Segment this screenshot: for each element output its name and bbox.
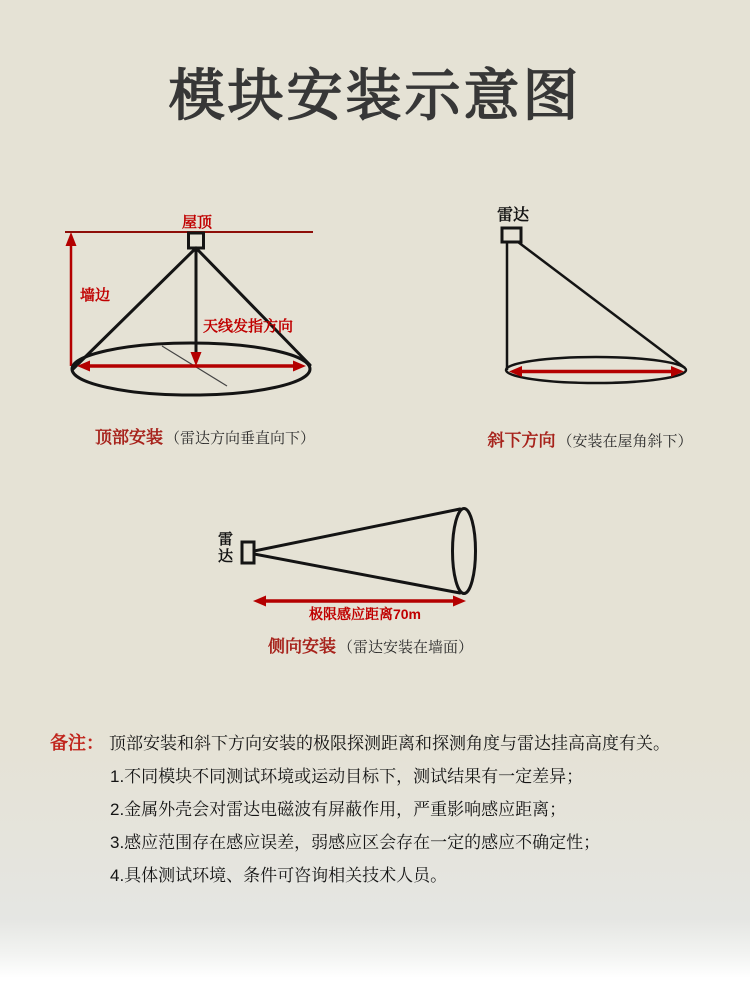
note-item: 4.具体测试环境、条件可咨询相关技术人员。 [110,866,448,885]
top-mount-diagram [55,203,325,458]
page-title: 模块安装示意图 [168,64,582,127]
side-mount-diagram [208,498,510,630]
cone-left-line [73,248,196,369]
cone-diagonal-line [518,242,685,368]
caption-note: （雷达安装在墙面） [337,639,473,656]
cone-upper-line [254,509,460,551]
radar-rect [242,542,254,563]
notes-list [50,760,722,892]
notes-label: 备注： [50,733,104,753]
radar-rect [502,228,521,242]
cone-lower-line [254,554,460,593]
wall-label: 墙边 [80,287,111,304]
range-arrow-left-icon [253,596,266,607]
note-item: 1.不同模块不同测试环境或运动目标下，测试结果有一定差异； [110,767,584,786]
tilt-mount-caption [455,426,725,451]
coverage-ellipse [453,509,476,594]
range-arrow-right-icon [453,596,466,607]
caption-note: （安装在屋角斜下） [557,433,693,450]
wall-arrow-up-icon [66,232,77,246]
caption-title: 斜下方向 [487,431,556,450]
antenna-label: 天线发指方向 [203,318,294,335]
radar-label: 雷达 [497,207,530,224]
radar-square [189,233,204,248]
tilt-mount-diagram [478,198,710,396]
notes-section [50,727,722,892]
coverage-ellipse [72,343,310,395]
top-mount-caption [55,423,355,448]
caption-note: （雷达方向垂直向下） [164,430,315,447]
caption-title: 侧向安装 [267,637,336,656]
side-mount-caption [218,632,523,657]
radar-label-vertical: 雷达 [217,531,233,565]
note-item: 3.感应范围存在感应误差，弱感应区会存在一定的感应不确定性； [110,833,601,852]
note-item: 2.金属外壳会对雷达电磁波有屏蔽作用，严重影响感应距离； [110,800,567,819]
caption-title: 顶部安装 [94,428,163,447]
notes-intro: 顶部安装和斜下方向安装的极限探测距离和探测角度与雷达挂高高度有关。 [109,734,670,753]
range-distance-label: 极限感应距离70m [308,606,422,622]
notes-header [50,727,722,760]
roof-label: 屋顶 [181,214,213,231]
